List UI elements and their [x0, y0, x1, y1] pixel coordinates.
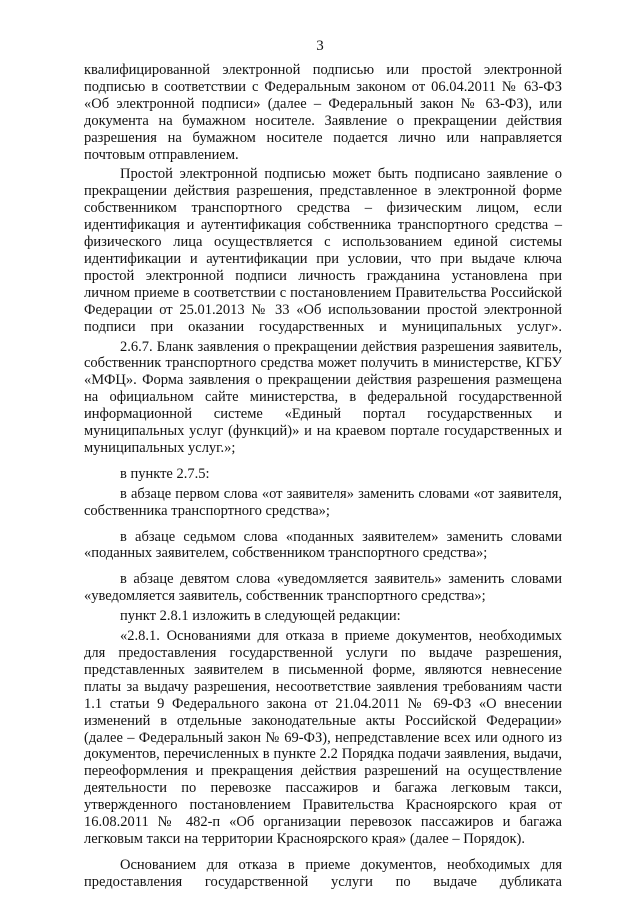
paragraph: в абзаце седьмом слова «поданных заявителем» заменить словами «поданных заявителем, собственником транспортного средства»; — [84, 528, 562, 562]
paragraph: 2.6.7. Бланк заявления о прекращении действия разрешения заявитель, собственник транспортного средства может получить в министерстве, КГБУ «МФЦ». Форма заявления о прекращении действия разрешения размещена на официальном сайте министерства, в федеральной государственной информационной системе «Единый портал государственных и муниципальных услуг (функций)» и на краевом портале государственных и муниципальных услуг.»; — [84, 338, 562, 456]
paragraph: Простой электронной подписью может быть подписано заявление о прекращении действия разрешения, представленное в электронной форме собственником транспортного средства – физическим лицом, если идентификация и аутентификация собственника транспортного средства – физического лица осуществляется с использованием единой системы идентификации и аутентификации при условии, что при выдаче ключа простой электронной подписи личность гражданина установлена при личном приеме в соответствии с постановлением Правительства Российской Федерации от 25.01.2013 № 33 «Об использовании простой электронной подписи при оказании государственных и муниципальных услуг». — [84, 166, 562, 335]
paragraph: квалифицированной электронной подписью или простой электронной подписью в соответствии с Федеральным законом от 06.04.2011 № 63-ФЗ «Об электронной подписи» (далее – Федеральный закон № 63-ФЗ), или документа на бумажном носителе. Заявление о прекращении действия разрешения на бумажном носителе подается лично или направляется почтовым отправлением. — [84, 62, 562, 163]
document-body — [84, 62, 562, 891]
paragraph: в абзаце девятом слова «уведомляется заявитель» заменить словами «уведомляется заявитель, собственник транспортного средства»; — [84, 571, 562, 605]
paragraph: в абзаце первом слова «от заявителя» заменить словами «от заявителя, собственника транспортного средства»; — [84, 485, 562, 519]
paragraph: Основанием для отказа в приеме документов, необходимых для предоставления государственной услуги по выдаче дубликата — [84, 856, 562, 890]
page-number: 3 — [316, 38, 324, 54]
paragraph: «2.8.1. Основаниями для отказа в приеме документов, необходимых для предоставления государственной услуги по выдаче разрешения, представленных заявителем в письменной форме, являются невнесение платы за выдачу разрешения, несоответствие заявления требованиям части 1.1 статьи 9 Федерального закона от 21.04.2011 № 69-ФЗ «О внесении изменений в отдельные законодательные акты Российской Федерации» (далее – Федеральный закон № 69-ФЗ), непредставление всех или одного из документов, перечисленных в пункте 2.2 Порядка подачи заявления, выдачи, переоформления и прекращения действия разрешений на осуществление деятельности по перевозке пассажиров и багажа легковым такси, утвержденного постановлением Правительства Красноярского края от 16.08.2011 № 482-п «Об организации перевозок пассажиров и багажа легковым такси на территории Красноярского края» (далее – Порядок). — [84, 628, 562, 847]
paragraph: в пункте 2.7.5: — [120, 465, 210, 482]
paragraph: пункт 2.8.1 изложить в следующей редакции: — [120, 608, 401, 625]
